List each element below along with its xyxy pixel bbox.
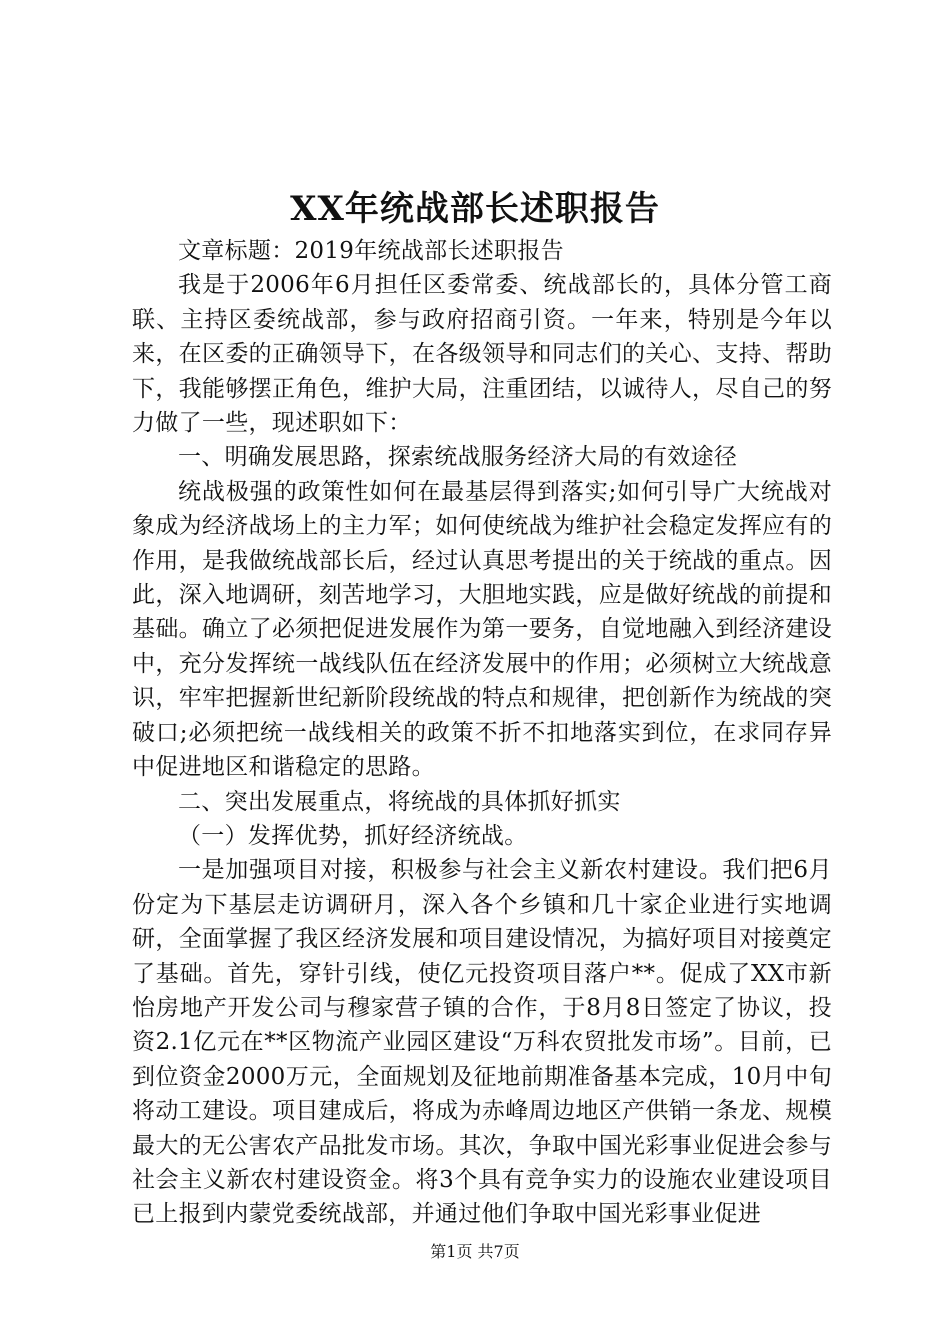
page-footer: 第1页 共7页 xyxy=(430,1242,520,1261)
document-body xyxy=(132,234,832,1232)
section-heading-2: 二、突出发展重点，将统战的具体抓好抓实 xyxy=(178,788,621,815)
document-title: XX年统战部长述职报告 xyxy=(290,189,660,229)
paragraph-intro: 我是于2006年6月担任区委常委、统战部长的，具体分管工商联、主持区委统战部，参与政府招商引资。一年来，特别是今年以来，在区委的正确领导下，在各级领导和同志们的关心、支持、帮助下，我能够摆正角色，维护大局，注重团结，以诚待人，尽自己的努力做了一些，现述职如下： xyxy=(132,272,832,437)
article-title-line: 文章标题：2019年统战部长述职报告 xyxy=(178,238,564,264)
subsection-heading-1: （一）发挥优势，抓好经济统战。 xyxy=(178,822,528,849)
paragraph-subsection-1: 一是加强项目对接，积极参与社会主义新农村建设。我们把6月份定为下基层走访调研月，深入各个乡镇和几十家企业进行实地调研，全面掌握了我区经济发展和项目建设情况，为搞好项目对接奠定了基础。首先，穿针引线，使亿元投资项目落户**。促成了XX市新怡房地产开发公司与穆家营子镇的合作，于8月8日签定了协议，投资2.1亿元在**区物流产业园区建设“万科农贸批发市场”。目前，已到位资金2000万元，全面规划及征地前期准备基本完成，10月中旬将动工建设。项目建成后，将成为赤峰周边地区产供销一条龙、规模最大的无公害农产品批发市场。其次，争取中国光彩事业促进会参与社会主义新农村建设资金。将3个具有竞争实力的设施农业建设项目已上报到内蒙党委统战部，并通过他们争取中国光彩事业促进 xyxy=(132,857,832,1228)
section-heading-1: 一、明确发展思路，探索统战服务经济大局的有效途径 xyxy=(178,444,738,471)
paragraph-section-1: 统战极强的政策性如何在最基层得到落实;如何引导广大统战对象成为经济战场上的主力军；如何使统战为维护社会稳定发挥应有的作用，是我做统战部长后，经过认真思考提出的关于统战的重点。因此，深入地调研，刻苦地学习，大胆地实践，应是做好统战的前提和基础。确立了必须把促进发展作为第一要务，自觉地融入到经济建设中，充分发挥统一战线队伍在经济发展中的作用；必须树立大统战意识，牢牢把握新世纪新阶段统战的特点和规律，把创新作为统战的突破口;必须把统一战线相关的政策不折不扣地落实到位，在求同存异中促进地区和谐稳定的思路。 xyxy=(132,478,832,781)
